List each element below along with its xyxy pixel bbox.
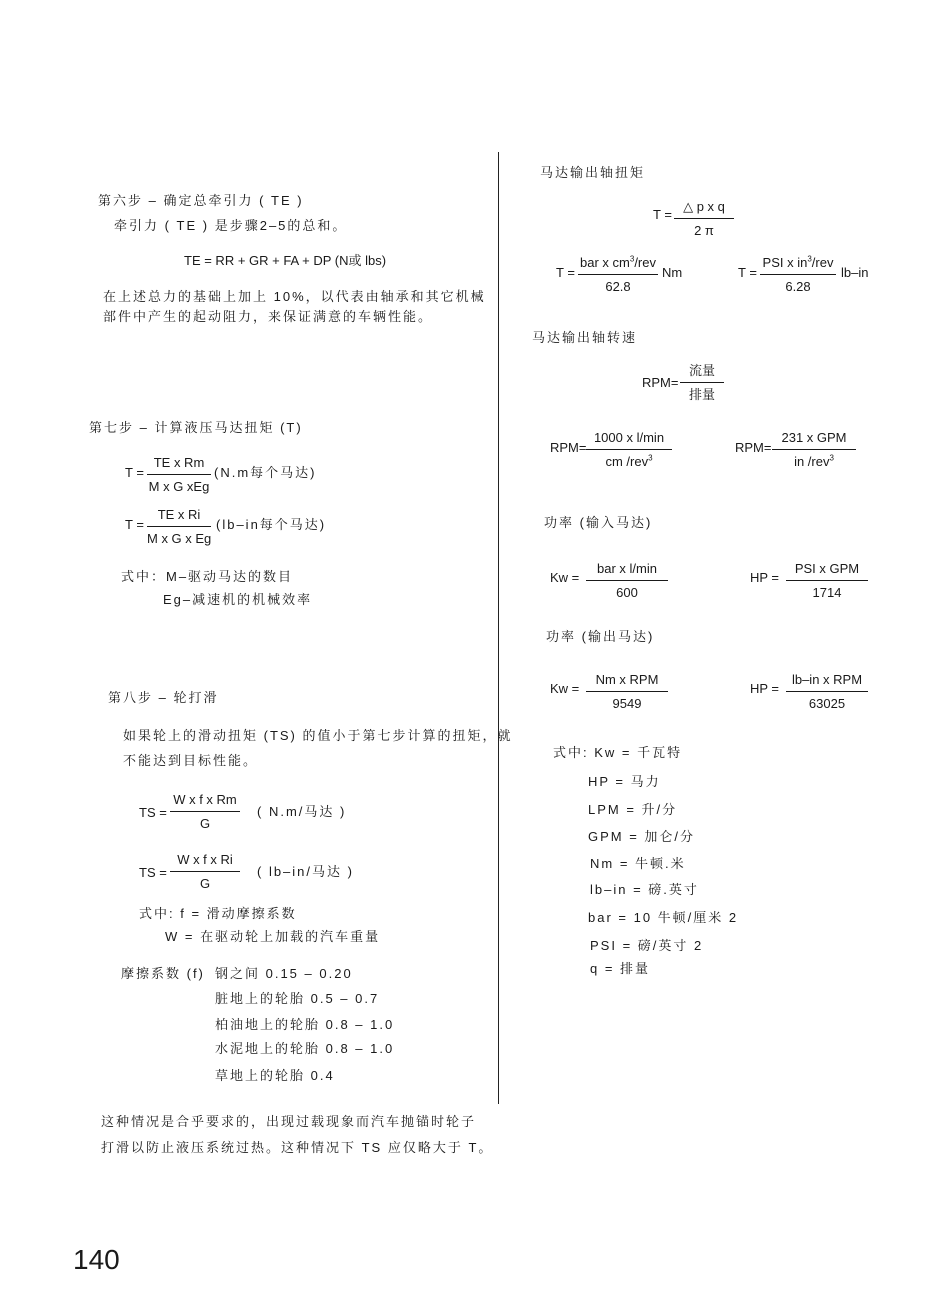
numerator: TE x Ri [157, 507, 201, 522]
fraction [586, 562, 668, 600]
fraction-bar [772, 449, 856, 450]
fraction [586, 673, 668, 711]
step8-title: 第八步 – 轮打滑 [108, 690, 219, 705]
step7-title: 第七步 – 计算液压马达扭矩 (T) [89, 420, 303, 435]
fraction [772, 431, 856, 469]
denominator: cm /rev$^3$ [605, 453, 653, 469]
legend-item: lb–in = 磅.英寸 [590, 882, 699, 897]
fraction-bar [586, 449, 672, 450]
numerator: △ p x q [683, 199, 725, 214]
denominator: M x G x Eg [147, 531, 212, 546]
formula-lhs: HP = [750, 681, 780, 696]
fraction-bar [586, 691, 668, 692]
formula-lhs: T = [738, 265, 757, 280]
step6-para1: 在上述总力的基础上加上 10%，以代表由轴承和其它机械 [103, 289, 486, 304]
numerator: PSI x GPM [794, 561, 860, 576]
legend-item: bar = 10 牛顿/厘米 2 [588, 910, 739, 925]
step6-line1: 牵引力 ( TE ) 是步骤2–5的总和。 [114, 218, 348, 233]
formula-unit: (lb–in每个马达) [216, 517, 327, 532]
page-number: 140 [73, 1244, 120, 1275]
denominator: 62.8 [605, 279, 631, 294]
numerator: lb–in x RPM [791, 672, 863, 687]
formula-lhs: T = [653, 207, 672, 222]
fraction-bar [786, 691, 868, 692]
denominator: G [199, 876, 211, 891]
formula-lhs: T = [125, 517, 144, 532]
fraction-bar [147, 526, 211, 527]
numerator: Nm x RPM [595, 672, 659, 687]
formula-lhs: T = [556, 265, 575, 280]
numerator: W x f x Ri [177, 852, 233, 867]
step7-where-1: 式中：M–驱动马达的数目 [121, 569, 294, 584]
formula-lhs: Kw = [550, 681, 580, 696]
column-divider [498, 152, 499, 1104]
fraction-bar [786, 580, 868, 581]
denominator: 排量 [688, 387, 715, 402]
fraction-bar [170, 811, 240, 812]
formula-lhs: TS = [139, 805, 167, 820]
formula-lhs: HP = [750, 570, 780, 585]
closing-line-1: 这种情况是合乎要求的，出现过载现象而汽车抛锚时轮子 [101, 1114, 477, 1129]
legend-item: LPM = 升/分 [588, 802, 678, 817]
fraction [760, 256, 836, 294]
fraction [586, 431, 672, 469]
numerator: TE x Rm [153, 455, 205, 470]
fraction [578, 256, 658, 294]
fraction-bar [147, 474, 211, 475]
numerator: W x f x Rm [173, 792, 237, 807]
formula-unit: (N.m每个马达) [214, 465, 317, 480]
fraction [786, 673, 868, 711]
friction-item: 脏地上的轮胎 0.5 – 0.7 [215, 991, 380, 1006]
denominator: 6.28 [785, 279, 811, 294]
fraction [170, 793, 240, 831]
numerator: bar x $cm^3$/rev [580, 254, 656, 270]
friction-item: 水泥地上的轮胎 0.8 – 1.0 [215, 1041, 395, 1056]
legend-item: q = 排量 [590, 961, 651, 976]
friction-item: 柏油地上的轮胎 0.8 – 1.0 [215, 1017, 395, 1032]
formula-lhs: Kw = [550, 570, 580, 585]
fraction [147, 508, 211, 546]
formula-unit: ( N.m/马达 ) [257, 804, 347, 819]
fraction [674, 200, 734, 238]
step8-where-1: 式中: f = 滑动摩擦系数 [139, 906, 297, 921]
fraction-bar [170, 871, 240, 872]
numerator: 流量 [688, 363, 715, 378]
step6-para2: 部件中产生的起动阻力，来保证满意的车辆性能。 [103, 309, 434, 324]
step6-formula: TE = RR + GR + FA + DP (N或 lbs) [184, 253, 387, 268]
denominator: in /rev$^3$ [794, 453, 834, 469]
fraction [170, 853, 240, 891]
numerator: bar x l/min [597, 561, 657, 576]
denominator: 9549 [612, 696, 642, 711]
closing-line-2: 打滑以防止液压系统过热。这种情况下 TS 应仅略大于 T。 [101, 1140, 494, 1155]
step7-where-2: Eg–减速机的机械效率 [163, 592, 313, 607]
legend-item: GPM = 加仑/分 [588, 829, 696, 844]
speed-title: 马达输出轴转速 [532, 330, 638, 345]
legend-item: 式中: Kw = 千瓦特 [553, 745, 683, 760]
step8-where-2: W = 在驱动轮上加载的汽车重量 [165, 929, 381, 944]
power-in-title: 功率 (输入马达) [544, 515, 653, 530]
denominator: 1714 [812, 585, 842, 600]
step6-title: 第六步 – 确定总牵引力 ( TE ) [98, 193, 304, 208]
denominator: M x G xEg [148, 479, 210, 494]
friction-item: 草地上的轮胎 0.4 [215, 1068, 335, 1083]
legend-item: HP = 马力 [588, 774, 661, 789]
formula-lhs: RPM= [550, 440, 587, 455]
fraction [147, 456, 211, 494]
denominator: 600 [616, 585, 638, 600]
fraction-bar [586, 580, 668, 581]
numerator: PSI x $in^3$/rev [762, 254, 834, 270]
legend-item: PSI = 磅/英寸 2 [590, 938, 704, 953]
denominator: G [199, 816, 211, 831]
fraction-bar [578, 274, 658, 275]
power-out-title: 功率 (输出马达) [546, 629, 655, 644]
fraction-bar [680, 382, 724, 383]
numerator: 1000 x l/min [593, 430, 665, 445]
fraction [680, 364, 724, 402]
step8-para1: 如果轮上的滑动扭矩 (TS) 的值小于第七步计算的扭矩，就 [123, 728, 513, 743]
torque-title: 马达输出轴扭矩 [540, 165, 646, 180]
friction-label: 摩擦系数 (f) [121, 966, 205, 981]
formula-lhs: T = [125, 465, 144, 480]
formula-lhs: RPM= [735, 440, 772, 455]
formula-unit: ( lb–in/马达 ) [257, 864, 354, 879]
step8-para2: 不能达到目标性能。 [123, 753, 259, 768]
denominator: 63025 [808, 696, 846, 711]
formula-unit: Nm [662, 265, 683, 280]
fraction-bar [674, 218, 734, 219]
numerator: 231 x GPM [781, 430, 847, 445]
formula-lhs: RPM= [642, 375, 679, 390]
fraction-bar [760, 274, 836, 275]
formula-unit: lb–in [841, 265, 869, 280]
friction-item: 钢之间 0.15 – 0.20 [215, 966, 353, 981]
fraction [786, 562, 868, 600]
legend-item: Nm = 牛顿.米 [590, 856, 686, 871]
denominator: 2 π [694, 223, 714, 238]
formula-lhs: TS = [139, 865, 167, 880]
